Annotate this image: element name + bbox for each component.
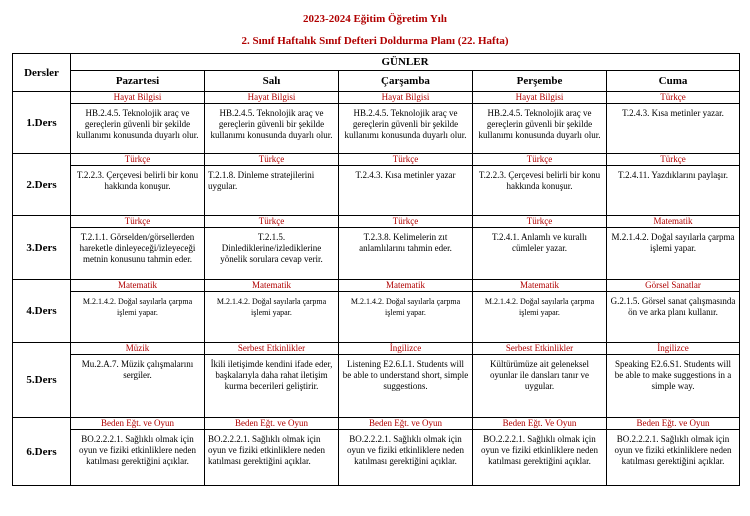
plan-body xyxy=(13,92,740,486)
subject-label: Matematik xyxy=(607,216,739,228)
objective-text: T.2.1.8. Dinleme stratejilerini uygular. xyxy=(208,170,315,191)
objective-text: T.2.4.1. Anlamlı ve kurallı cümleler yazar. xyxy=(491,232,588,253)
gunler-header: GÜNLER xyxy=(71,54,740,71)
lesson-cell-pazartesi xyxy=(71,280,205,343)
subject-label: Hayat Bilgisi xyxy=(339,92,472,104)
lesson-cell-persembe xyxy=(473,280,607,343)
subject-label: Matematik xyxy=(473,280,606,292)
objective-text: M.2.1.4.2. Doğal sayılarla çarpma işlemi yapar. xyxy=(350,297,461,317)
lesson-cell-pazartesi xyxy=(71,216,205,280)
lesson-label: 6.Ders xyxy=(13,418,71,486)
lesson-cell-persembe xyxy=(473,418,607,486)
lesson-cell-carsamba xyxy=(339,216,473,280)
subject-label: Hayat Bilgisi xyxy=(205,92,338,104)
objective-text: M.2.1.4.2. Doğal sayılarla çarpma işlemi yapar. xyxy=(484,297,595,317)
subject-label: Matematik xyxy=(71,280,204,292)
objective-text: G.2.1.5. Görsel sanat çalışmasında ön ve arka planı kullanır. xyxy=(610,296,736,317)
subject-label: Türkçe xyxy=(71,154,204,166)
subject-label: Serbest Etkinlikler xyxy=(205,343,338,355)
lesson-label: 4.Ders xyxy=(13,280,71,343)
subject-label: Görsel Sanatlar xyxy=(607,280,739,292)
objective-text: M.2.1.4.2. Doğal sayılarla çarpma işlemi yapar. xyxy=(611,232,735,253)
lesson-cell-pazartesi xyxy=(71,343,205,418)
lesson-cell-carsamba xyxy=(339,92,473,154)
lesson-cell-cuma xyxy=(607,280,740,343)
objective-text: BO.2.2.2.1. Sağlıklı olmak için oyun ve fiziki etkinliklere neden katılması gerektiğini açıklar. xyxy=(347,434,464,466)
subject-label: Türkçe xyxy=(205,216,338,228)
lesson-cell-carsamba xyxy=(339,343,473,418)
lesson-cell-carsamba xyxy=(339,154,473,216)
day-header-carsamba: Çarşamba xyxy=(339,71,473,92)
subject-label: Müzik xyxy=(71,343,204,355)
subject-label: Beden Eğt. ve Oyun xyxy=(71,418,204,430)
objective-text: T.2.1.1. Görselden/görsellerden hareketle dinleyeceği/izleyeceği metnin konusunu tahmin eder. xyxy=(79,232,196,264)
objective-text: BO.2.2.2.1. Sağlıklı olmak için oyun ve fiziki etkinliklere neden katılması gerektiğini açıklar. xyxy=(481,434,598,466)
objective-text: BO.2.2.2.1. Sağlıklı olmak için oyun ve fiziki etkinliklere neden katılması gerektiğini açıklar. xyxy=(614,434,732,466)
lesson-cell-cuma xyxy=(607,92,740,154)
objective-text: M.2.1.4.2. Doğal sayılarla çarpma işlemi yapar. xyxy=(216,297,327,317)
lesson-row xyxy=(13,343,740,418)
objective-text: HB.2.4.5. Teknolojik araç ve gereçlerin güvenli bir şekilde kullanımı konusunda duyarlı olur. xyxy=(344,108,467,140)
lesson-row xyxy=(13,92,740,154)
objective-text: T.2.4.3. Kısa metinler yazar xyxy=(355,170,456,180)
day-header-sali: Salı xyxy=(205,71,339,92)
objective-text: M.2.1.4.2. Doğal sayılarla çarpma işlemi yapar. xyxy=(82,297,193,317)
lesson-cell-cuma xyxy=(607,343,740,418)
objective-text: BO.2.2.2.1. Sağlıklı olmak için oyun ve fiziki etkinliklere neden katılması gerektiğini açıklar. xyxy=(79,434,196,466)
objective-text: T.2.4.11. Yazdıklarını paylaşır. xyxy=(618,170,728,180)
subject-label: Beden Eğt. ve Oyun xyxy=(205,418,338,430)
lesson-row xyxy=(13,280,740,343)
subject-label: Türkçe xyxy=(473,216,606,228)
subject-label: Matematik xyxy=(339,280,472,292)
objective-text: HB.2.4.5. Teknolojik araç ve gereçlerin güvenli bir şekilde kullanımı konusunda duyarlı olur. xyxy=(478,108,601,140)
subject-label: Beden Eğt. ve Oyun xyxy=(607,418,739,430)
day-header-cuma: Cuma xyxy=(607,71,740,92)
lesson-cell-sali xyxy=(205,216,339,280)
subject-label: İngilizce xyxy=(607,343,739,355)
lesson-label: 1.Ders xyxy=(13,92,71,154)
lesson-cell-sali xyxy=(205,92,339,154)
subject-label: Beden Eğt. Ve Oyun xyxy=(473,418,606,430)
lesson-label: 5.Ders xyxy=(13,343,71,418)
lesson-cell-pazartesi xyxy=(71,92,205,154)
day-header-persembe: Perşembe xyxy=(473,71,607,92)
objective-text: HB.2.4.5. Teknolojik araç ve gereçlerin güvenli bir şekilde kullanımı konusunda duyarlı olur. xyxy=(76,108,199,140)
lesson-cell-sali xyxy=(205,280,339,343)
lesson-row xyxy=(13,154,740,216)
lesson-cell-sali xyxy=(205,418,339,486)
objective-text: T.2.2.3. Çerçevesi belirli bir konu hakkında konuşur. xyxy=(478,170,601,191)
objective-text: HB.2.4.5. Teknolojik araç ve gereçlerin güvenli bir şekilde kullanımı konusunda duyarlı olur. xyxy=(210,108,333,140)
objective-text: T.2.1.5. Dinlediklerine/izlediklerine yönelik sorulara cevap verir. xyxy=(220,232,323,264)
objective-text: Mu.2.A.7. Müzik çalışmalarını sergiler. xyxy=(81,359,194,380)
lesson-cell-pazartesi xyxy=(71,418,205,486)
objective-text: Speaking E2.6.S1. Students will be able to make suggestions in a simple way. xyxy=(614,359,732,391)
lesson-cell-pazartesi xyxy=(71,154,205,216)
lesson-cell-persembe xyxy=(473,92,607,154)
lesson-row xyxy=(13,418,740,486)
subject-label: Türkçe xyxy=(607,92,739,104)
lesson-cell-sali xyxy=(205,343,339,418)
subject-label: Hayat Bilgisi xyxy=(71,92,204,104)
objective-text: T.2.4.3. Kısa metinler yazar. xyxy=(622,108,724,118)
lesson-cell-sali xyxy=(205,154,339,216)
subject-label: Beden Eğt. ve Oyun xyxy=(339,418,472,430)
objective-text: T.2.3.8. Kelimelerin zıt anlamlılarını tahmin eder. xyxy=(359,232,452,253)
lesson-cell-persembe xyxy=(473,154,607,216)
objective-text: T.2.2.3. Çerçevesi belirli bir konu hakkında konuşur. xyxy=(76,170,199,191)
page-subtitle: 2. Sınıf Haftalık Sınıf Defteri Doldurma Planı (22. Hafta) xyxy=(241,35,509,47)
lesson-cell-persembe xyxy=(473,343,607,418)
objective-text: BO.2.2.2.1. Sağlıklı olmak için oyun ve fiziki etkinliklere neden katılması gerektiğini açıklar. xyxy=(208,434,325,466)
lesson-cell-persembe xyxy=(473,216,607,280)
subject-label: Türkçe xyxy=(339,216,472,228)
subject-label: Türkçe xyxy=(339,154,472,166)
page-title: 2023-2024 Eğitim Öğretim Yılı xyxy=(303,13,447,25)
subject-label: Matematik xyxy=(205,280,338,292)
lesson-cell-carsamba xyxy=(339,418,473,486)
lesson-label: 3.Ders xyxy=(13,216,71,280)
lesson-label: 2.Ders xyxy=(13,154,71,216)
objective-text: İkili iletişimde kendini ifade eder, başkalarıyla daha rahat iletişim kurma becerileri geliştirir. xyxy=(210,359,333,391)
objective-text: Kültürümüze ait geleneksel oyunlar ile dansları tanır ve uygular. xyxy=(490,359,589,391)
subject-label: Serbest Etkinlikler xyxy=(473,343,606,355)
subject-label: İngilizce xyxy=(339,343,472,355)
subject-label: Türkçe xyxy=(607,154,739,166)
weekly-plan-table xyxy=(12,53,740,486)
lesson-cell-cuma xyxy=(607,154,740,216)
dersler-header: Dersler xyxy=(13,54,71,92)
lesson-cell-cuma xyxy=(607,216,740,280)
day-header-pazartesi: Pazartesi xyxy=(71,71,205,92)
subject-label: Türkçe xyxy=(71,216,204,228)
lesson-row xyxy=(13,216,740,280)
subject-label: Hayat Bilgisi xyxy=(473,92,606,104)
lesson-cell-cuma xyxy=(607,418,740,486)
subject-label: Türkçe xyxy=(205,154,338,166)
objective-text: Listening E2.6.L1. Students will be able to understand short, simple suggestions. xyxy=(342,359,469,391)
lesson-cell-carsamba xyxy=(339,280,473,343)
subject-label: Türkçe xyxy=(473,154,606,166)
